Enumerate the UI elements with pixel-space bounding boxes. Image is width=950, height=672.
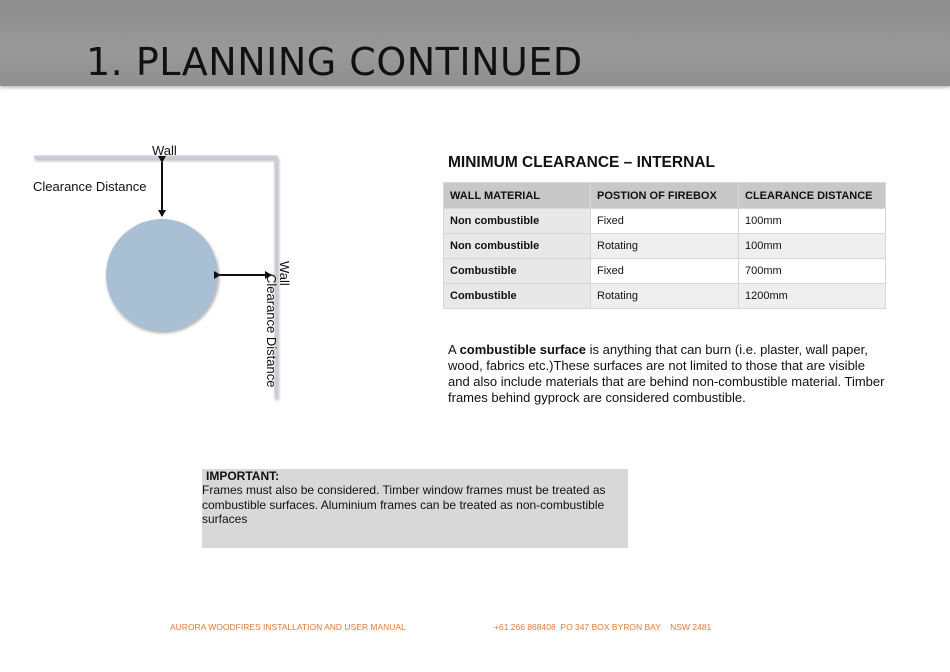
table-row <box>444 259 886 284</box>
header-clearance-distance: CLEARANCE DISTANCE <box>739 183 886 209</box>
cell-position: Fixed <box>591 209 739 234</box>
cell-material: Non combustible <box>444 209 591 234</box>
footer-manual-title: AURORA WOODFIRES INSTALLATION AND USER MANUAL <box>170 622 406 632</box>
cell-position: Rotating <box>591 234 739 259</box>
cell-distance: 100mm <box>739 209 886 234</box>
clearance-table <box>443 182 886 309</box>
important-note-box <box>202 469 628 548</box>
header-wall-material: WALL MATERIAL <box>444 183 591 209</box>
cell-material: Combustible <box>444 259 591 284</box>
page-title: 1. PLANNING CONTINUED <box>86 40 583 84</box>
cell-distance: 1200mm <box>739 284 886 309</box>
cell-distance: 700mm <box>739 259 886 284</box>
firebox-circle <box>106 219 218 331</box>
combustible-surface-paragraph <box>448 342 888 406</box>
table-row <box>444 234 886 259</box>
important-heading: IMPORTANT: <box>206 469 280 483</box>
wall-top-label: Wall <box>152 143 177 158</box>
table-row <box>444 209 886 234</box>
header-firebox-position: POSTION OF FIREBOX <box>591 183 739 209</box>
clearance-section-title: MINIMUM CLEARANCE – INTERNAL <box>448 154 715 171</box>
important-body: Frames must also be considered. Timber window frames must be treated as combustible surfaces. Aluminium frames can be treated as non-combustible surfaces <box>202 483 606 526</box>
cell-material: Non combustible <box>444 234 591 259</box>
wall-side-label: Wall <box>277 261 292 286</box>
cell-position: Fixed <box>591 259 739 284</box>
paragraph-prefix: A <box>448 342 460 357</box>
paragraph-bold-term: combustible surface <box>459 342 587 357</box>
diagram-drawing <box>0 130 400 410</box>
paragraph-text: is anything that can burn (i.e. plaster, wall paper, wood, fabrics etc.)These surfaces are not limited to those that are visible and also include materials that are behind non-combustible material. Timber frames behind gyprock are considered combustible. <box>448 342 885 405</box>
page-header <box>0 0 950 86</box>
table-row <box>444 284 886 309</box>
cell-distance: 100mm <box>739 234 886 259</box>
clearance-top-label: Clearance Distance <box>33 179 147 194</box>
clearance-side-label: Clearance Distance <box>264 274 279 388</box>
footer-contact: +61 266 868408 PO 347 BOX BYRON BAY NSW 2481 <box>494 622 712 632</box>
table-header-row <box>444 183 886 209</box>
cell-position: Rotating <box>591 284 739 309</box>
clearance-diagram <box>0 130 400 410</box>
cell-material: Combustible <box>444 284 591 309</box>
